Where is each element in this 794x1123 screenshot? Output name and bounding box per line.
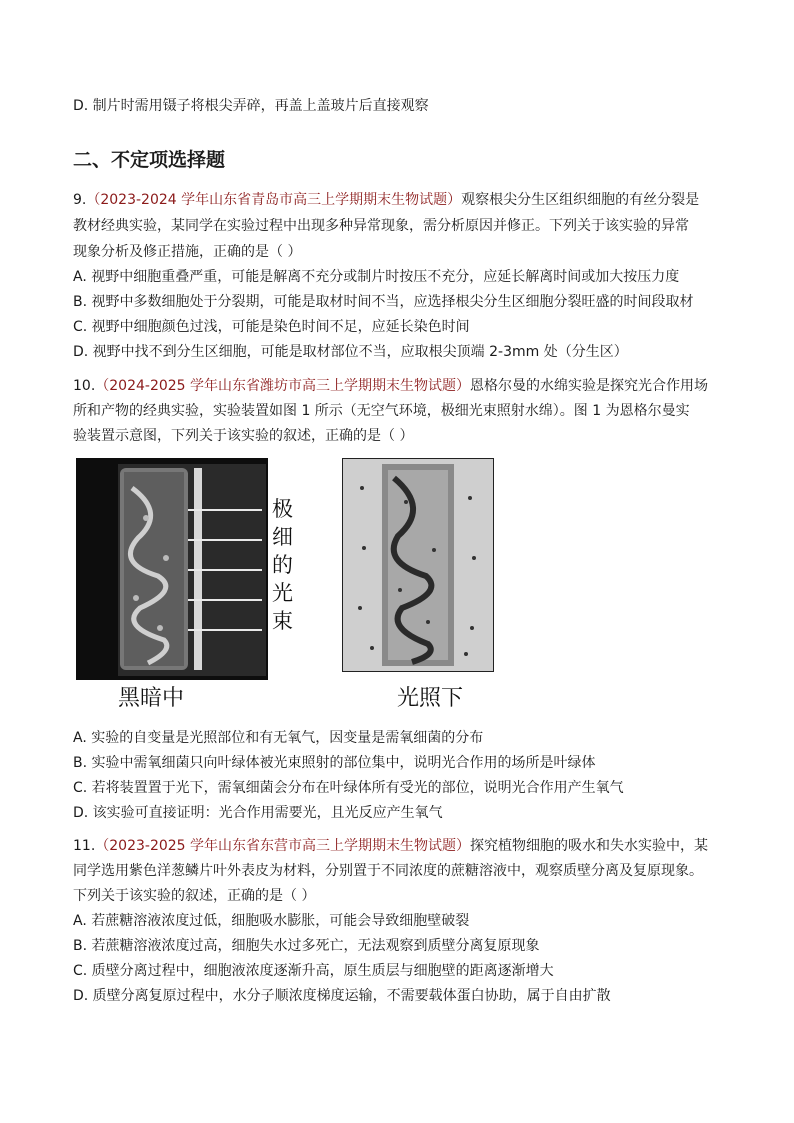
figure-caption-light: 光照下 [397,686,464,711]
spirogyra-light-image [342,458,494,672]
question-9-option-d: D. 视野中找不到分生区细胞，可能是取材部位不当，应取根尖顶端 2-3mm 处（分生区） [73,344,628,360]
question-11-stem-line-1 [73,836,708,856]
question-10-option-c: C. 若将装置置于光下，需氧细菌会分布在叶绿体所有受光的部位，说明光合作用产生氧气 [73,780,624,796]
question-10-stem-line-1 [73,376,708,396]
section-heading: 二、不定项选择题 [73,149,226,171]
question-stem-text: 探究植物细胞的吸水和失水实验中，某 [470,838,709,854]
question-source: （2024-2025 学年山东省潍坊市高三上学期期末生物试题） [95,378,471,394]
question-11-option-a: A. 若蔗糖溶液浓度过低，细胞吸水膨胀，可能会导致细胞壁破裂 [73,913,470,929]
figure-dark-panel [76,458,268,684]
beam-label-char: 细 [272,525,293,549]
question-11-option-d: D. 质壁分离复原过程中，水分子顺浓度梯度运输，不需要载体蛋白协助，属于自由扩散 [73,988,611,1004]
option-d-previous: D. 制片时需用镊子将根尖弄碎，再盖上盖玻片后直接观察 [73,98,429,114]
question-9-option-c: C. 视野中细胞颜色过浅，可能是染色时间不足，应延长染色时间 [73,319,470,335]
question-source: （2023-2025 学年山东省东营市高三上学期期末生物试题） [95,838,471,854]
question-11-option-b: B. 若蔗糖溶液浓度过高，细胞失水过多死亡，无法观察到质壁分离复原现象 [73,938,540,954]
question-number: 11. [73,838,96,854]
question-9-stem-line-3: 现象分析及修正措施，正确的是（ ） [73,244,302,260]
beam-label-char: 光 [272,581,293,605]
question-10-stem-line-3: 验装置示意图，下列关于该实验的叙述，正确的是（ ） [73,428,414,444]
question-11-stem-line-3: 下列关于该实验的叙述，正确的是（ ） [73,888,316,904]
beam-label-char: 极 [272,497,293,521]
spirogyra-dark-image [76,458,268,680]
question-11-stem-line-2: 同学选用紫色洋葱鳞片叶外表皮为材料，分别置于不同浓度的蔗糖溶液中，观察质壁分离及复原现象。 [73,863,703,879]
question-9-option-b: B. 视野中多数细胞处于分裂期，可能是取材时间不当，应选择根尖分生区细胞分裂旺盛的时间段取材 [73,294,694,310]
beam-label-char: 束 [272,609,293,633]
question-10-option-a: A. 实验的自变量是光照部位和有无氧气，因变量是需氧细菌的分布 [73,730,484,746]
question-source: （2023-2024 学年山东省青岛市高三上学期期末生物试题） [86,192,462,208]
question-10-option-d: D. 该实验可直接证明：光合作用需要光，且光反应产生氧气 [73,805,443,821]
question-number: 10. [73,378,96,394]
question-9-stem-line-1 [73,190,699,210]
question-stem-text: 观察根尖分生区组织细胞的有丝分裂是 [461,192,700,208]
question-10-option-b: B. 实验中需氧细菌只向叶绿体被光束照射的部位集中，说明光合作用的场所是叶绿体 [73,755,596,771]
question-9-stem-line-2: 教材经典实验，某同学在实验过程中出现多种异常现象，需分析原因并修正。下列关于该实验的异常 [73,218,689,234]
question-11-option-c: C. 质壁分离过程中，细胞液浓度逐渐升高，原生质层与细胞壁的距离逐渐增大 [73,963,554,979]
figure-light-panel [342,458,494,676]
question-10-stem-line-2: 所和产物的经典实验，实验装置如图 1 所示（无空气环境，极细光束照射水绵）。图 1 为恩格尔曼实 [73,403,690,419]
beam-label-char: 的 [272,553,293,577]
question-9-option-a: A. 视野中细胞重叠严重，可能是解离不充分或制片时按压不充分，应延长解离时间或加大按压力度 [73,269,680,285]
figure-caption-dark: 黑暗中 [118,686,185,711]
question-number: 9. [73,192,87,208]
question-stem-text: 恩格尔曼的水绵实验是探究光合作用场 [470,378,709,394]
